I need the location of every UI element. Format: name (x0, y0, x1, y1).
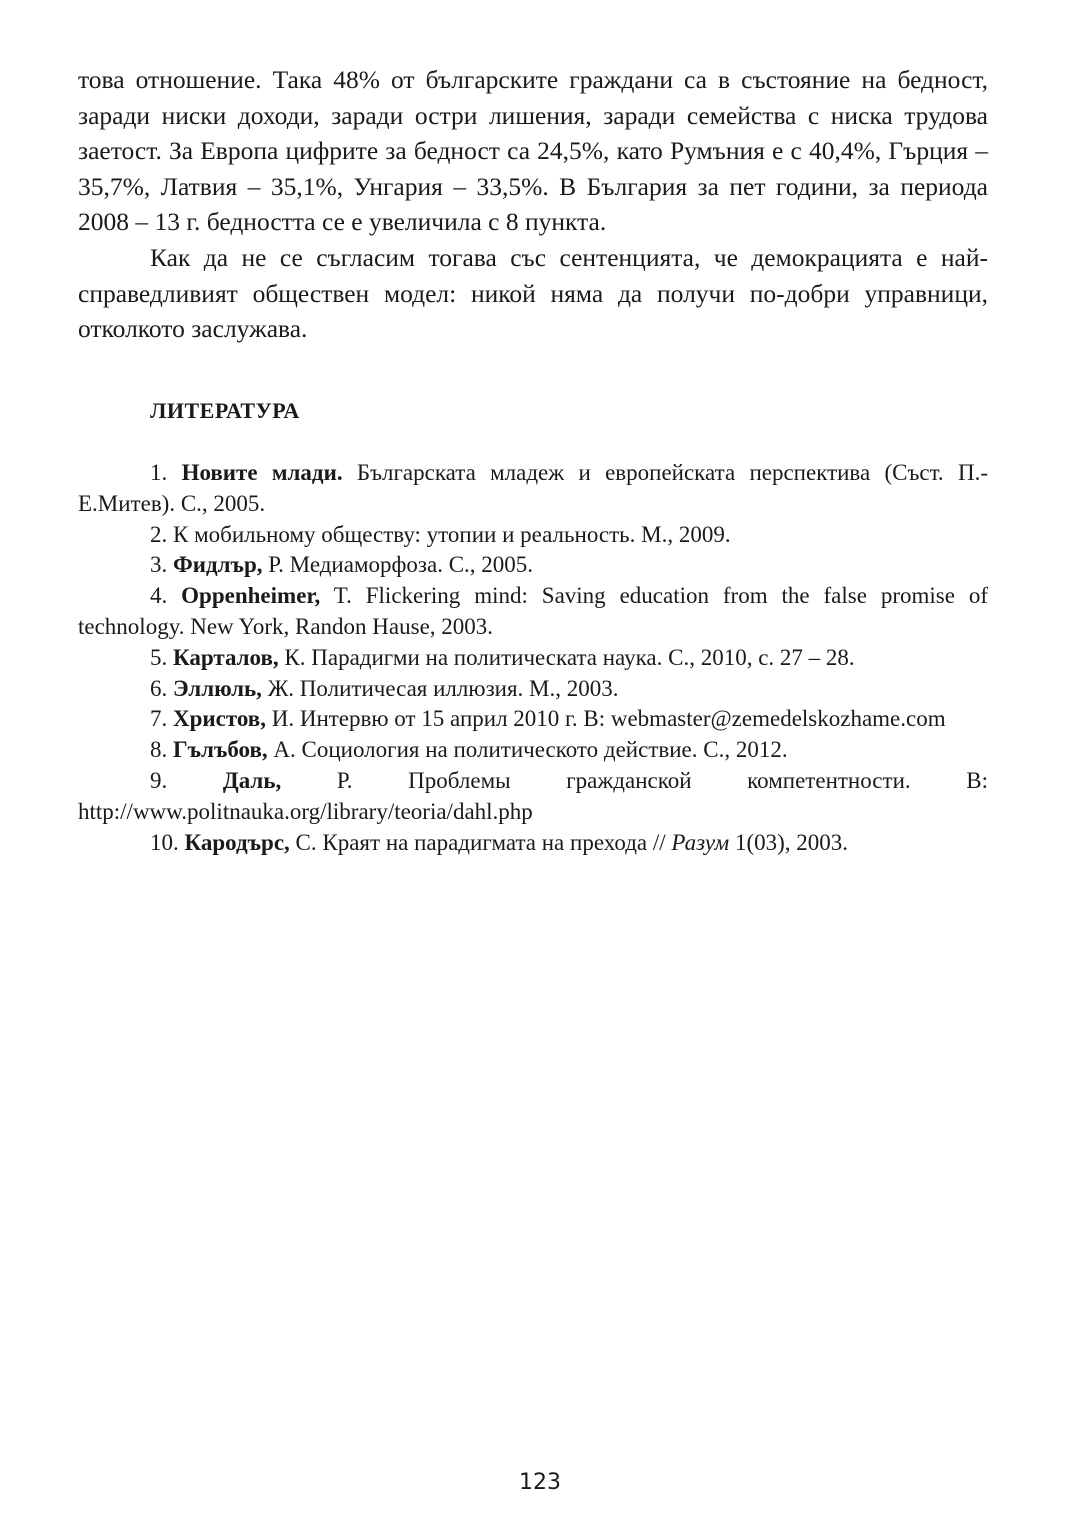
reference-text: К. Парадигми на политическата наука. С., 2010, с. 27 – 28. (284, 644, 855, 670)
reference-text: T. Flickering mind: Saving education from the false promise of technology. New York, Randon Hause, 2003. (78, 583, 988, 639)
reference-text: Българската младеж и европейската перспектива (Съст. П.-Е.Митев). С., 2005. (78, 460, 988, 516)
reference-author: Эллюль, (173, 675, 262, 701)
reference-author: Христов, (173, 706, 266, 732)
reference-text: Р. Проблемы гражданской компетентности. В: http://www.politnauka.org/library/teoria/dahl.php (78, 767, 988, 824)
page-number: 123 (519, 1470, 561, 1495)
reference-item (78, 674, 988, 705)
reference-number: 10. (150, 829, 179, 855)
reference-item (78, 766, 988, 828)
reference-number: 6. (150, 675, 168, 701)
reference-number: 2. (150, 521, 168, 547)
reference-item (78, 735, 988, 766)
reference-journal: Разум (671, 829, 730, 855)
reference-number: 7. (150, 706, 168, 732)
reference-tail: 1(03), 2003. (734, 829, 849, 855)
reference-number: 8. (150, 737, 168, 763)
reference-item (78, 643, 988, 674)
reference-list (78, 458, 988, 858)
reference-number: 9. (150, 767, 168, 793)
reference-text: К мобильному обществу: утопии и реальность. М., 2009. (173, 521, 731, 547)
reference-author: Карталов, (173, 644, 279, 670)
body-paragraph-2: Как да не се съгласим тогава със сентенцията, че демокрацията е най-справедливият обществен модел: никой няма да получи по-добри управници, отколкото заслужава. (78, 242, 988, 344)
reference-item (78, 581, 988, 643)
reference-text: Ж. Политичесая иллюзия. М., 2003. (267, 675, 619, 701)
reference-text: Р. Медиаморфоза. С., 2005. (268, 552, 534, 578)
reference-author: Даль, (222, 767, 282, 793)
reference-author: Oppenheimer, (181, 583, 321, 609)
reference-item (78, 550, 988, 581)
body-paragraph-1: това отношение. Така 48% от българските граждани са в състояние на бедност, заради ниски доходи, заради остри лишения, заради семейства с ниска трудова заетост. За Европа цифрите за бедност са 24,5%, като Румъния е с 40,4%, Гърция – 35,7%, Латвия – 35,1%, Унгария – 33,5%. В България за пет години, за периода 2008 – 13 г. бедността се е увеличила с 8 пункта. (78, 65, 988, 237)
reference-author: Фидлър, (173, 552, 263, 578)
document-page (78, 62, 988, 855)
reference-item (78, 458, 988, 520)
reference-author: Кародърс, (184, 829, 290, 855)
reference-number: 1. (150, 460, 168, 485)
literature-heading: ЛИТЕРАТУРА (150, 398, 300, 423)
reference-item (78, 828, 988, 859)
reference-text: И. Интервю от 15 април 2010 г. В: webmaster@zemedelskozhame.com (271, 706, 946, 732)
reference-item (78, 704, 988, 735)
reference-text: А. Социология на политическото действие. С., 2012. (273, 737, 788, 763)
reference-author: Новите млади. (181, 460, 343, 485)
reference-number: 3. (150, 552, 168, 578)
reference-author: Гълъбов, (173, 737, 268, 763)
reference-number: 5. (150, 644, 168, 670)
reference-item (78, 520, 988, 551)
reference-number: 4. (150, 583, 168, 609)
reference-text: С. Краят на парадигмата на прехода // (295, 829, 666, 855)
